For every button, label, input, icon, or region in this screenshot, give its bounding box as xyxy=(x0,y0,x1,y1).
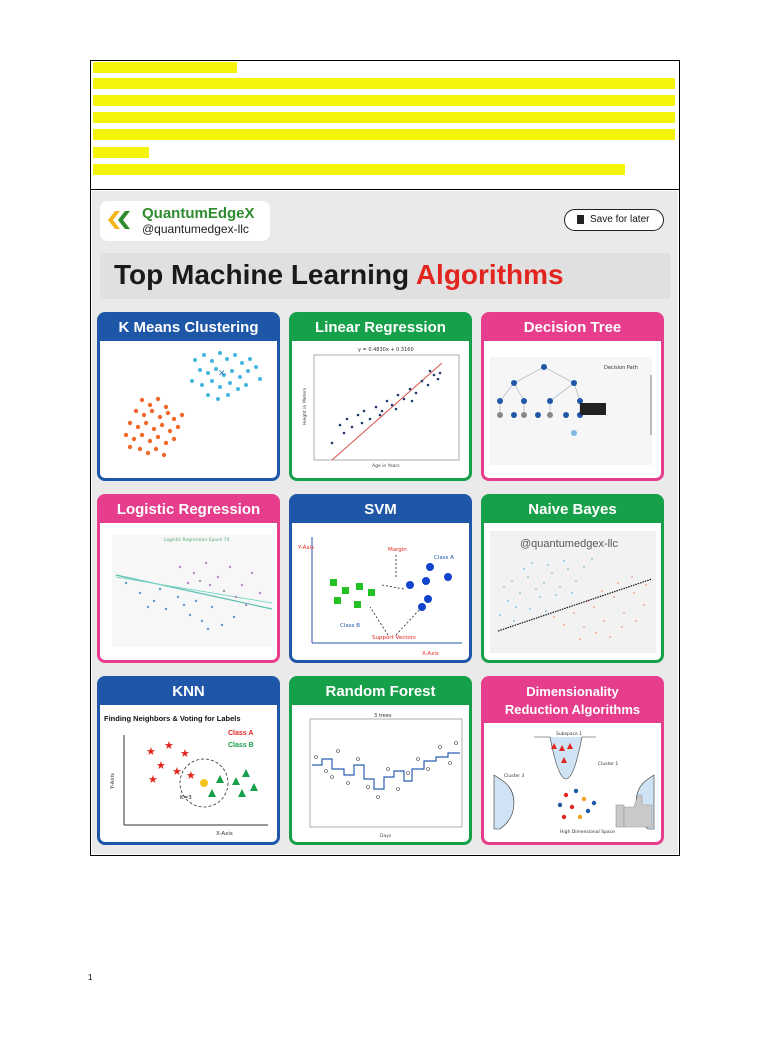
title-band xyxy=(100,253,670,299)
centroid-blue-mark: ✕ xyxy=(218,369,226,379)
svg-text:★: ★ xyxy=(146,745,156,758)
cluster-blue-points xyxy=(190,351,262,401)
dr-cluster3-label: Cluster 3 xyxy=(504,774,525,779)
card-header-dimred-line2: Reduction Algorithms xyxy=(504,702,641,717)
svm-class-b-points xyxy=(330,579,375,608)
knn-title: Finding Neighbors & Voting for Labels xyxy=(104,714,241,723)
svm-arrows xyxy=(370,555,420,635)
dr-high-dim-label: High Dimensional Space xyxy=(560,830,615,835)
svm-class-a-label: Class A xyxy=(434,555,454,561)
svg-text:★: ★ xyxy=(172,765,182,778)
card-svm xyxy=(289,494,472,663)
save-for-later-button[interactable] xyxy=(564,209,664,231)
poster-title-main: Top Machine Learning xyxy=(114,259,410,290)
like-count: 1.6K xyxy=(704,1027,742,1047)
svm-class-b-label: Class B xyxy=(340,623,360,629)
knn-class-b-label: Class B xyxy=(228,742,254,749)
card-logistic-regression xyxy=(97,494,280,663)
svg-text:★: ★ xyxy=(180,747,190,760)
highlight-line-4 xyxy=(93,112,675,123)
linreg-x-label: Age in Years xyxy=(372,464,400,469)
decision-tree-plot xyxy=(484,315,661,478)
frame-divider xyxy=(90,189,680,190)
logistic-regression-plot xyxy=(100,497,277,660)
card-header-svm: SVM xyxy=(292,497,469,523)
dr-left-distribution xyxy=(494,775,514,829)
highlight-line-2 xyxy=(93,78,675,89)
naive-bayes-plot xyxy=(484,497,661,660)
svg-text:★: ★ xyxy=(148,773,158,786)
highlight-line-1 xyxy=(93,62,237,73)
rf-plot-title: 3 trees xyxy=(374,713,392,719)
poster-title xyxy=(114,259,564,291)
random-forest-plot xyxy=(292,679,469,842)
knn-plot xyxy=(100,679,277,842)
brand-name: QuantumEdgeX xyxy=(142,205,255,222)
rf-prediction-step-line xyxy=(312,753,460,789)
poster-title-accent: Algorithms xyxy=(415,259,564,290)
card-header-decision-tree: Decision Tree xyxy=(484,315,661,341)
tree-scrollbar xyxy=(650,375,652,435)
plot-area xyxy=(310,719,462,827)
svm-margin-label: Margin xyxy=(388,547,407,553)
card-header-k-means: K Means Clustering xyxy=(100,315,277,341)
dr-cluster1-label: Cluster 1 xyxy=(598,762,619,767)
kmeans-plot xyxy=(100,315,277,478)
svg-text:★: ★ xyxy=(164,739,174,752)
dr-top-distribution xyxy=(534,737,596,779)
save-for-later-label: Save for later xyxy=(590,214,650,225)
regression-equation: y = 0.4830x + 0.3160 xyxy=(358,347,414,353)
knn-xaxis-label: X-Axis xyxy=(216,831,233,837)
card-header-logistic-regression: Logistic Regression xyxy=(100,497,277,523)
svg-text:★: ★ xyxy=(186,769,196,782)
svm-class-a-points xyxy=(406,563,452,611)
rf-x-label: Days xyxy=(380,834,392,839)
card-header-knn: KNN xyxy=(100,679,277,705)
dr-subspace-label: Subspace 1 xyxy=(556,732,583,737)
knn-class-b-points xyxy=(208,769,258,797)
svm-support-vectors-label: Support Vectors xyxy=(372,635,416,641)
svm-plot xyxy=(292,497,469,660)
naive-bayes-watermark: @quantumedgex-llc xyxy=(520,538,618,550)
highlight-line-5 xyxy=(93,129,675,140)
highlight-line-6 xyxy=(93,147,149,158)
plot-area xyxy=(314,355,459,460)
brand-handle: @quantumedgex-llc xyxy=(142,222,249,236)
bookmark-icon xyxy=(577,215,584,224)
infographic-image xyxy=(92,191,742,1047)
dr-high-dim-points xyxy=(558,789,596,819)
linreg-y-label: Height in Meters xyxy=(303,387,308,425)
highlight-line-3 xyxy=(93,95,675,106)
card-random-forest xyxy=(289,676,472,845)
card-header-random-forest: Random Forest xyxy=(292,679,469,705)
cluster-orange-points xyxy=(124,397,184,457)
svg-text:★: ★ xyxy=(156,759,166,772)
brand-logo-icon xyxy=(106,209,132,231)
card-header-naive-bayes: Naive Bayes xyxy=(484,497,661,523)
logreg-plot-title: Logistic Regression Epoch 74 xyxy=(164,538,230,543)
brand-badge xyxy=(100,201,270,241)
rf-observations xyxy=(315,742,458,799)
svm-xaxis-label: X-Axis xyxy=(422,651,439,657)
tree-tooltip xyxy=(580,403,606,415)
linear-regression-plot xyxy=(292,315,469,478)
card-decision-tree xyxy=(481,312,664,481)
card-dimensionality-reduction xyxy=(481,676,664,845)
card-linear-regression xyxy=(289,312,472,481)
card-header-dimred-line1: Dimensionality xyxy=(526,684,619,699)
knn-yaxis-label: Y-Axis xyxy=(110,773,116,789)
page-number: 1 xyxy=(88,973,93,982)
knn-class-a-label: Class A xyxy=(228,730,254,737)
card-knn xyxy=(97,676,280,845)
data-points xyxy=(331,370,442,445)
card-k-means-clustering xyxy=(97,312,280,481)
regression-line xyxy=(332,363,442,460)
card-header-linear-regression: Linear Regression xyxy=(292,315,469,341)
knn-k-label: K=3 xyxy=(180,795,192,801)
svm-yaxis-label: Y-Axis xyxy=(298,545,314,551)
tree-panel xyxy=(490,357,652,465)
knn-class-a-points xyxy=(146,739,196,786)
decision-path-title: Decision Path xyxy=(604,365,638,371)
knn-query-point xyxy=(200,779,208,787)
dimensionality-reduction-diagram xyxy=(484,679,661,842)
card-naive-bayes xyxy=(481,494,664,663)
highlight-line-7 xyxy=(93,164,625,175)
